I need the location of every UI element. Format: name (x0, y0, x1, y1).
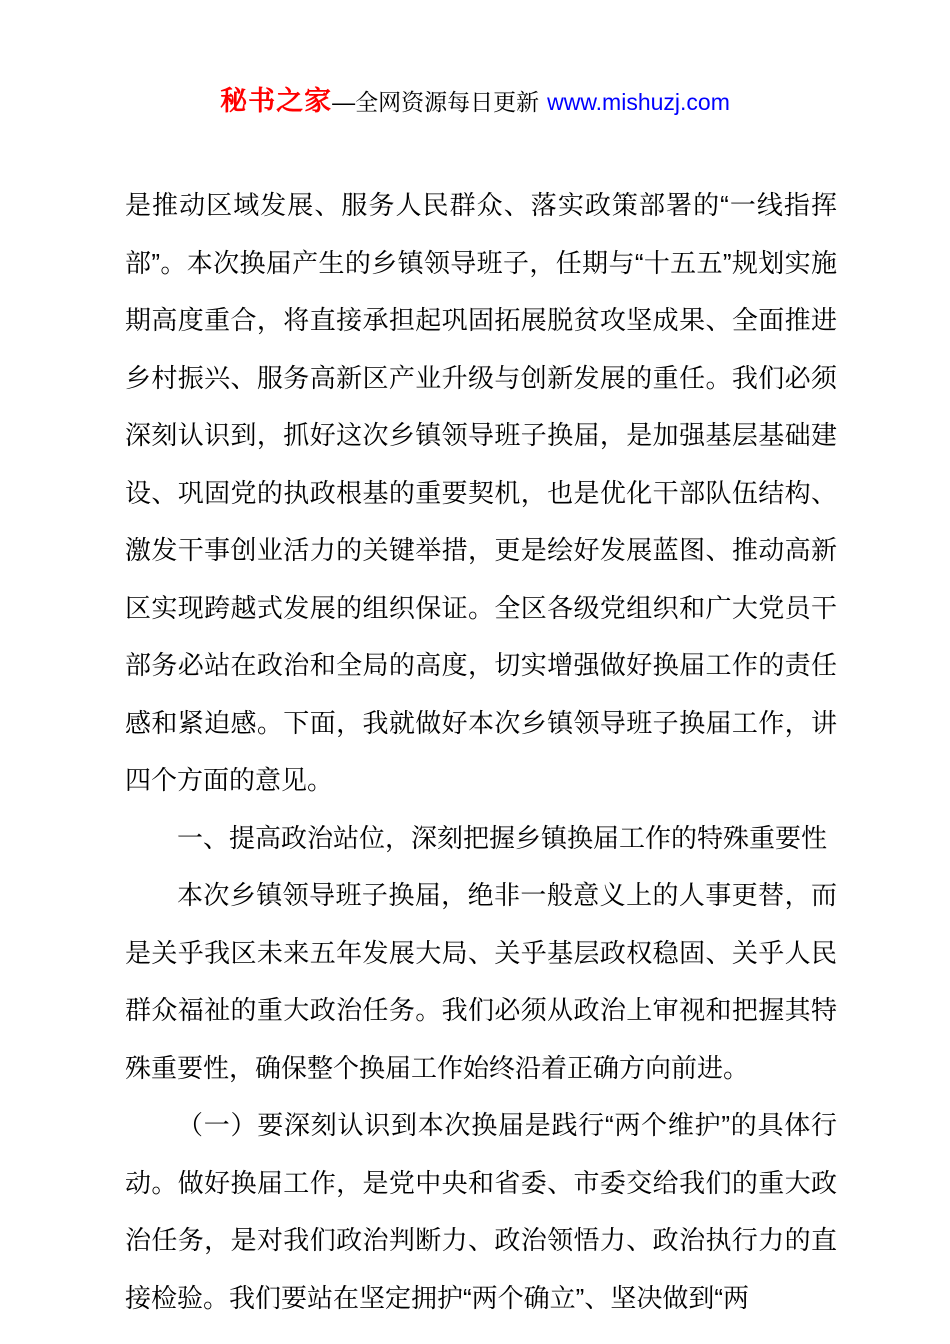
site-url-link[interactable]: www.mishuzj.com (547, 89, 730, 115)
document-header (0, 0, 950, 123)
paragraph-truncated: （一）要深刻认识到本次换届是践行“两个维护”的具体行动。做好换届工作，是党中央和省委、市委交给我们的重大政治任务，是对我们政治判断力、政治领悟力、政治执行力的直接检验。我们要站在坚定拥护“两个确立”、坚决做到“两 (125, 1110, 837, 1313)
header-tagline: —全网资源每日更新 (332, 89, 540, 115)
paragraph: 本次乡镇领导班子换届，绝非一般意义上的人事更替，而是关乎我区未来五年发展大局、关乎基层政权稳固、关乎人民群众福祉的重大政治任务。我们必须从政治上审视和把握其特殊重要性，确保整个换届工作始终沿着正确方向前进。 (125, 880, 837, 1083)
site-name: 秘书之家 (220, 86, 333, 116)
document-body (125, 177, 837, 1327)
paragraph-continuation: 是推动区域发展、服务人民群众、落实政策部署的“一线指挥部”。本次换届产生的乡镇领导班子，任期与“十五五”规划实施期高度重合，将直接承担起巩固拓展脱贫攻坚成果、全面推进乡村振兴、服务高新区产业升级与创新发展的重任。我们必须深刻认识到，抓好这次乡镇领导班子换届，是加强基层基础建设、巩固党的执政根基的重要契机，也是优化干部队伍结构、激发干事创业活力的关键举措，更是绘好发展蓝图、推动高新区实现跨越式发展的组织保证。全区各级党组织和广大党员干部务必站在政治和全局的高度，切实增强做好换届工作的责任感和紧迫感。下面，我就做好本次乡镇领导班子换届工作，讲四个方面的意见。 (125, 190, 837, 795)
section-heading: 一、提高政治站位，深刻把握乡镇换届工作的特殊重要性 (177, 822, 828, 853)
